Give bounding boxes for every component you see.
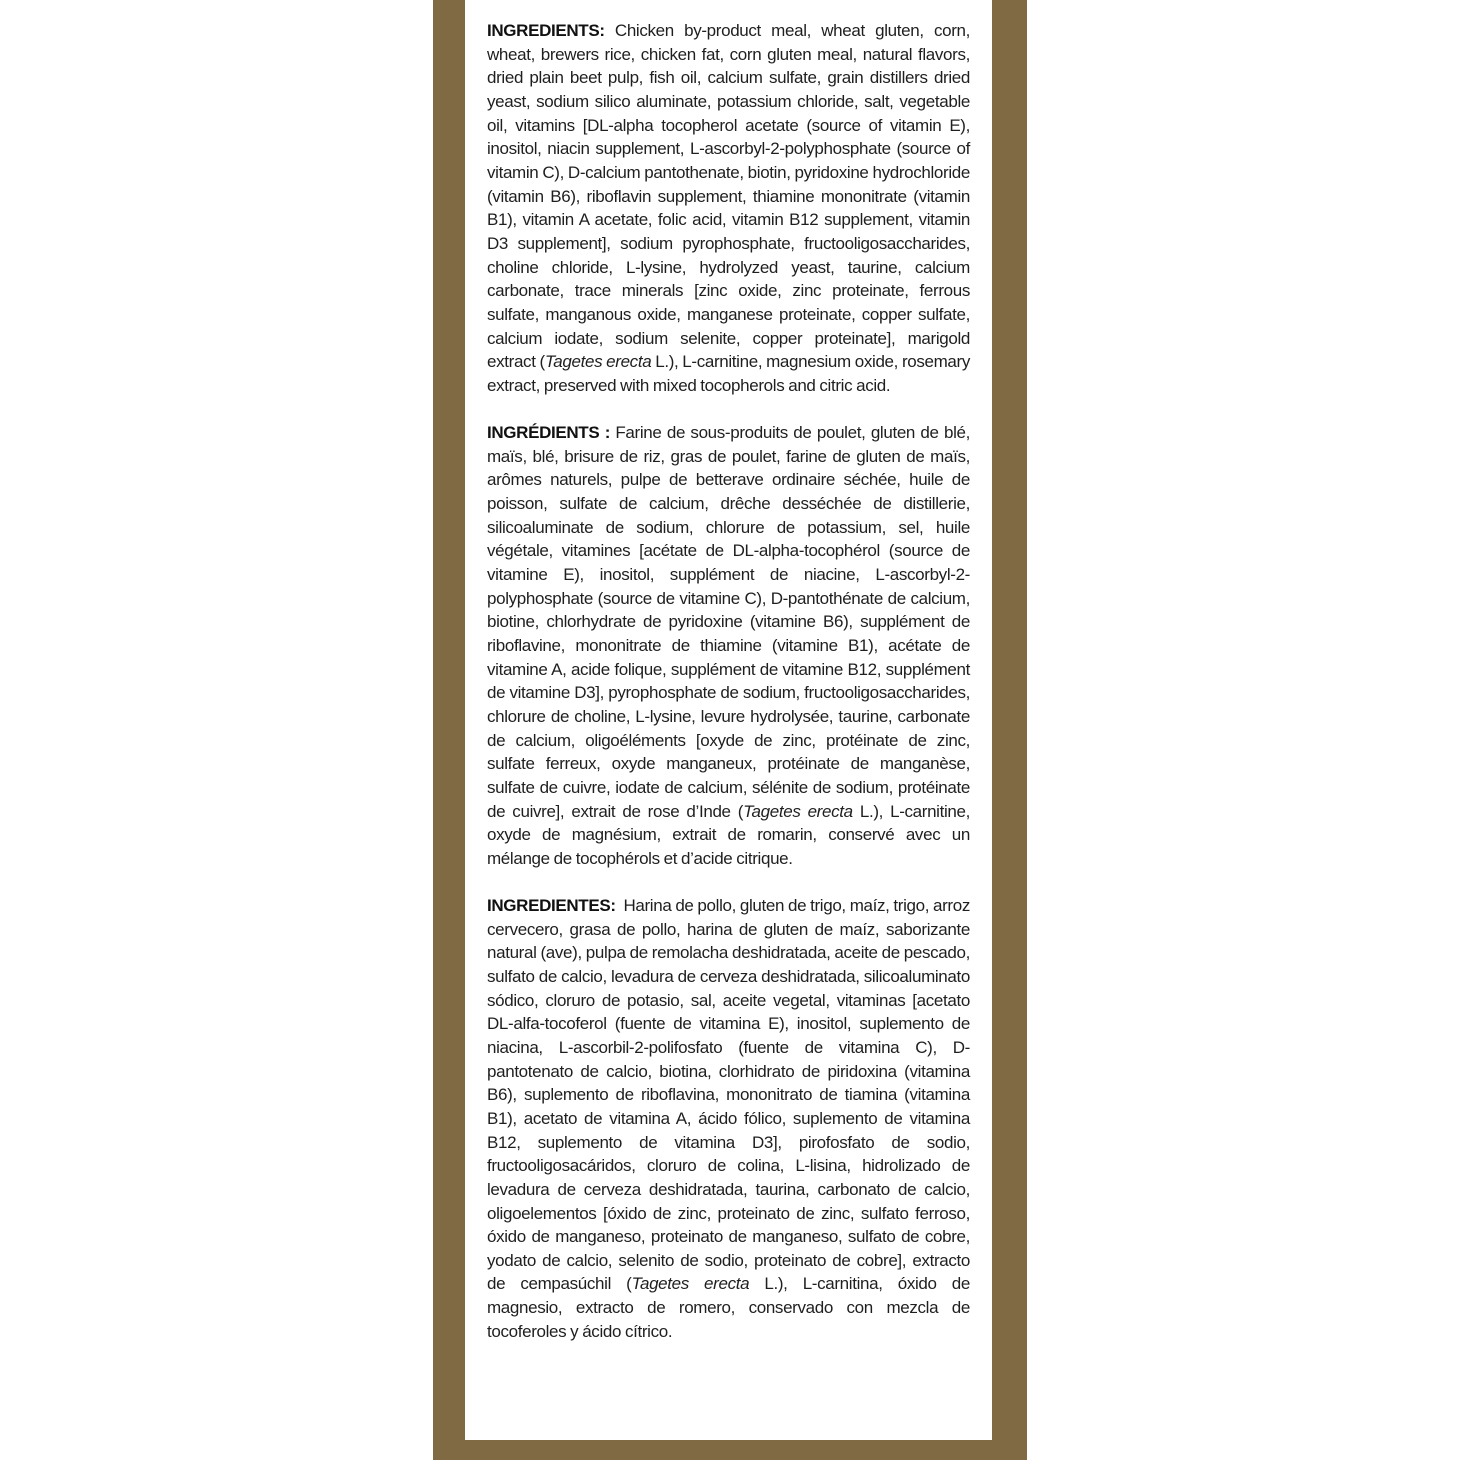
ingredients-english-heading: INGREDIENTS: [487, 21, 605, 40]
ingredients-french-text-end: L.), L-carnitine, oxyde de magnésium, extrait de romarin, conservé avec un mélange de tocophérols et d’acide citrique. [487, 801, 970, 868]
ingredients-spanish-text: Harina de pollo, gluten de trigo, maíz, trigo, arroz cervecero, grasa de pollo, harina de gluten de maíz, saborizante natural (ave), pulpa de remolacha deshidratada, aceite de pescado, sulfato de calcio, levadura de cerveza deshidratada, silicoaluminato sódico, cloruro de potasio, sal, aceite vegetal, vitaminas [acetato DL-alfa-tocoferol (fuente de vitamina E), inositol, suplemento de niacina, L-ascorbil-2-polifosfato (fuente de vitamina C), D-pantotenato de calcio, biotina, clorhidrato de piridoxina (vitamina B6), suplemento de riboflavina, mononitrato de tiamina (vitamina B1), acetato de vitamina A, ácido fólico, suplemento de vitamina B12, suplemento de vitamina D3], pirofosfato de sodio, fructooligosacáridos, cloruro de colina, L-lisina, hidrolizado de levadura de cerveza deshidratada, taurina, carbonato de calcio, oligoelementos [óxido de zinc, proteinato de zinc, sulfato ferroso, óxido de manganeso, proteinato de manganeso, sulfato de cobre, yodato de calcio, selenito de sodio, proteinato de cobre], extracto de cempasúchil ( [487, 895, 974, 1294]
ingredients-english [487, 19, 970, 398]
ingredients-spanish-heading: INGREDIENTES: [487, 895, 616, 915]
ingredients-french-text: Farine de sous-produits de poulet, gluten de blé, maïs, blé, brisure de riz, gras de poulet, farine de gluten de maïs, arômes naturels, pulpe de betterave ordinaire séchée, huile de poisson, sulfate de calcium, drêche desséchée de distillerie, silicoaluminate de sodium, chlorure de potassium, sel, huile végétale, vitamines [acétate de DL-alpha-tocophérol (source de vitamine E), inositol, supplément de niacine, L-ascorbyl-2-polyphosphate (source de vitamine C), D-pantothénate de calcium, biotine, chlorhydrate de pyridoxine (vitamine B6), supplément de riboflavine, mononitrate de thiamine (vitamine B1), acétate de vitamine A, acide folique, supplément de vitamine B12, supplément de vitamine D3], pyrophosphate de sodium, fructooligosaccharides, chlorure de choline, L-lysine, levure hydrolysée, taurine, carbonate de calcium, oligoéléments [oxyde de zinc, protéinate de zinc, sulfate ferreux, oxyde manganeux, protéinate de manganèse, sulfate de cuivre, iodate de calcium, sélénite de sodium, protéinate de cuivre], extrait de rose d’Inde ( [487, 423, 970, 821]
ingredients-spanish [487, 894, 974, 1343]
ingredients-english-text: Chicken by-product meal, wheat gluten, corn, wheat, brewers rice, chicken fat, corn gluten meal, natural flavors, dried plain beet pulp, fish oil, calcium sulfate, grain distillers dried yeast, sodium silico aluminate, potassium chloride, salt, vegetable oil, vitamins [DL-alpha tocopherol acetate (source of vitamin E), inositol, niacin supplement, L-ascorbyl-2-polyphosphate (source of vitamin C), D-calcium pantothenate, biotin, pyridoxine hydrochloride (vitamin B6), riboflavin supplement, thiamine mononitrate (vitamin B1), vitamin A acetate, folic acid, vitamin B12 supplement, vitamin D3 supplement], sodium pyrophosphate, fructooligosaccharides, choline chloride, L-lysine, hydrolyzed yeast, taurine, calcium carbonate, trace minerals [zinc oxide, zinc proteinate, ferrous sulfate, manganous oxide, manganese proteinate, copper sulfate, calcium iodate, sodium selenite, copper proteinate], marigold extract ( [487, 21, 970, 372]
ingredients-column [487, 19, 974, 1343]
ingredients-french [487, 421, 970, 870]
ingredients-french-latin-name: Tagetes erecta [743, 801, 853, 821]
ingredients-english-text-end: L.), L-carnitine, magnesium oxide, rosemary extract, preserved with mixed tocopherols and citric acid. [487, 352, 970, 395]
ingredients-spanish-text-end: L.), L-carnitina, óxido de magnesio, extracto de romero, conservado con mezcla de tocoferoles y ácido cítrico. [487, 1274, 971, 1341]
ingredients-english-latin-name: Tagetes erecta [544, 352, 652, 372]
ingredients-spanish-latin-name: Tagetes erecta [631, 1274, 750, 1294]
ingredients-french-heading: INGRÉDIENTS : [487, 423, 611, 442]
